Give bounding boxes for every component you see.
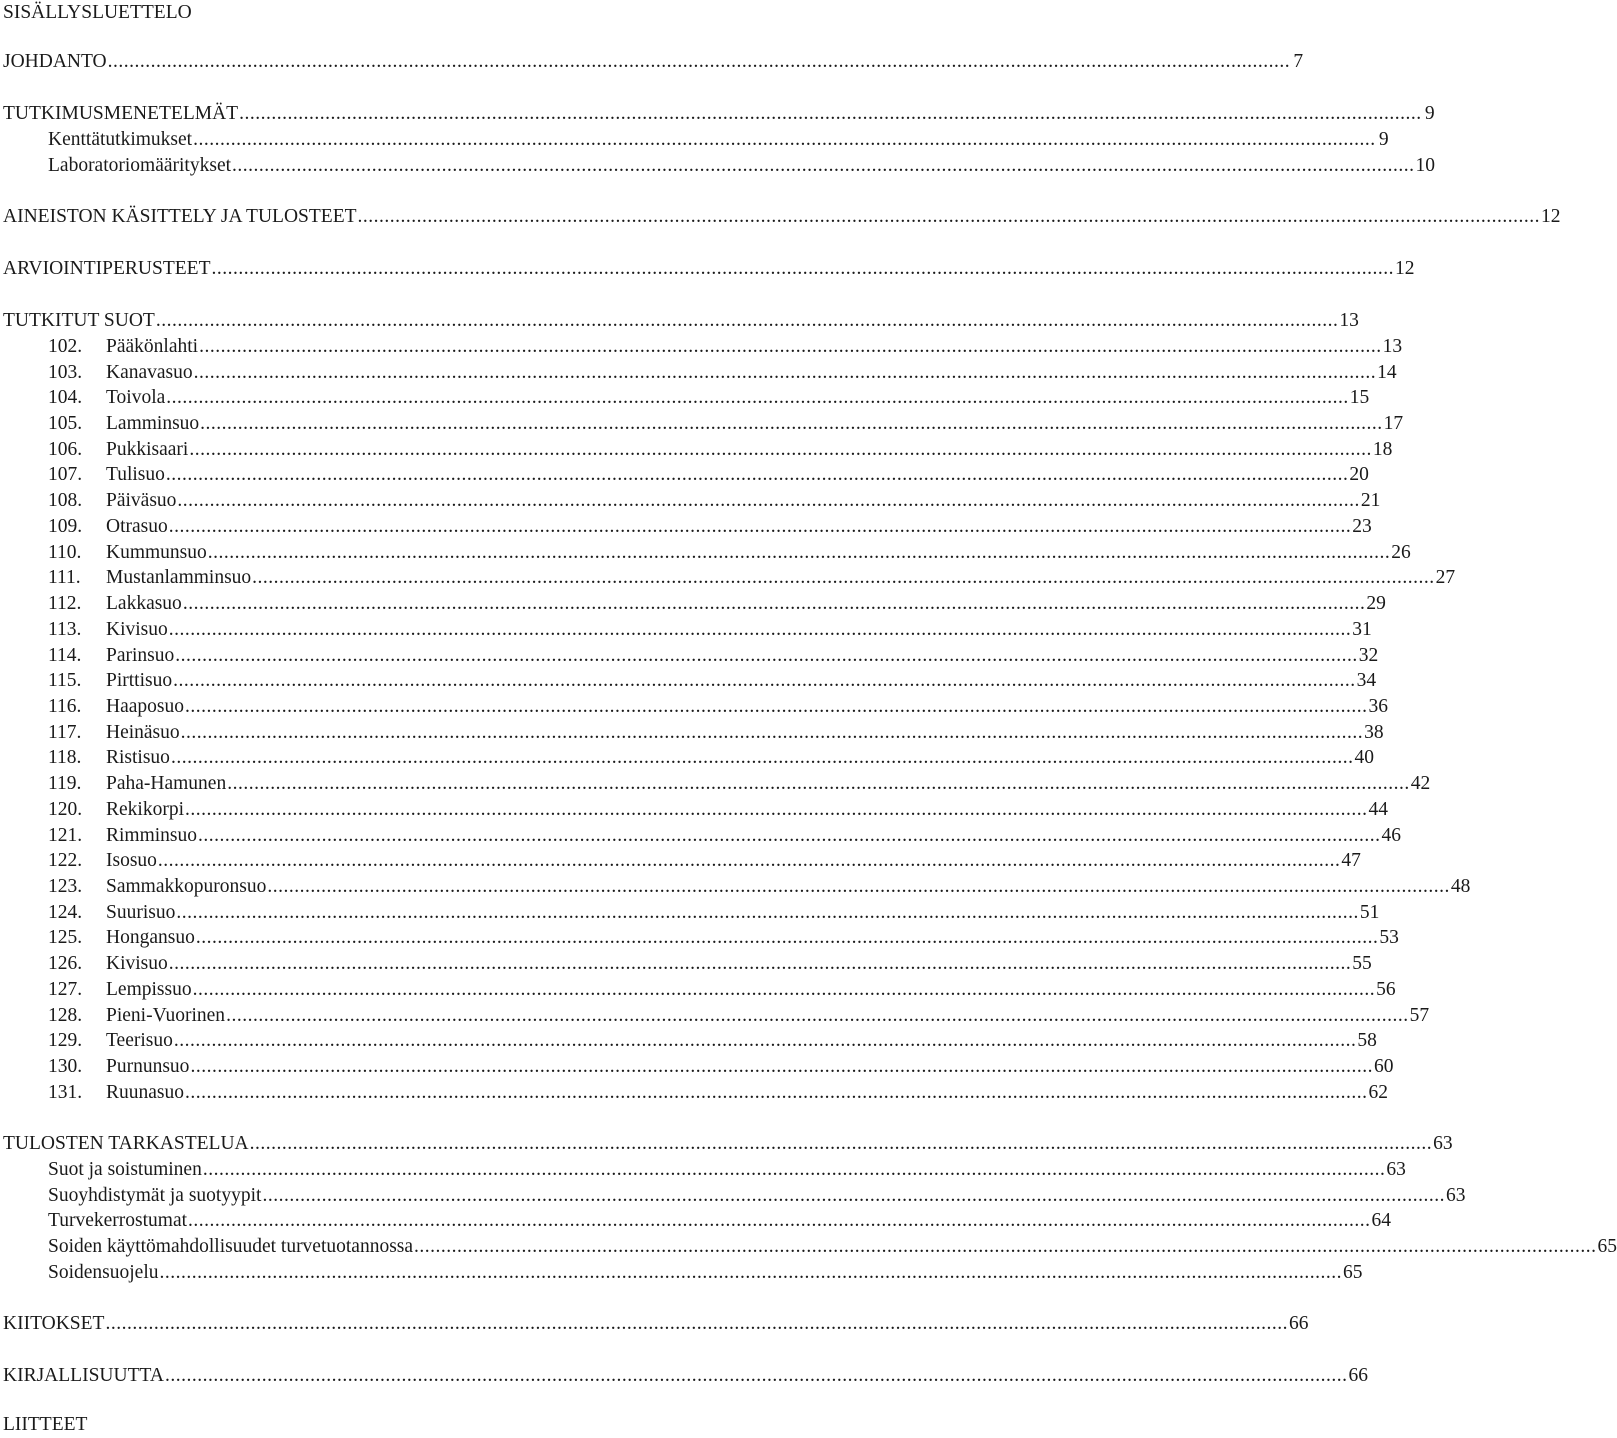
toc-dot-leader: ............................................................................................................................................................................................................................ [207,542,1391,563]
toc-entry-label: Teerisuo [106,1030,173,1051]
toc-entry-label: Kanavasuo [106,362,193,383]
toc-entry[interactable] [0,385,1370,411]
toc-dot-leader: ............................................................................................................................................................................................................................ [185,1082,1368,1103]
toc-entry[interactable] [0,1054,1394,1080]
toc-dot-leader: ............................................................................................................................................................................................................................ [239,103,1422,124]
toc-title: SISÄLLYSLUETTELO [3,2,192,23]
toc-dot-leader: ............................................................................................................................................................................................................................ [168,516,1352,537]
toc-entry-number: 119. [48,773,82,794]
toc-entry-number: 113. [48,619,82,640]
toc-entry-label: Ruunasuo [106,1082,184,1103]
toc-entry-label: JOHDANTO [3,51,107,72]
toc-entry-label: Suot ja soistuminen [48,1159,202,1180]
toc-dot-leader: ............................................................................................................................................................................................................................ [107,51,1291,72]
toc-entry-number: 112. [48,593,82,614]
toc-entry[interactable] [0,951,1372,977]
toc-entry[interactable] [0,1131,1453,1157]
toc-entry[interactable] [0,101,1435,127]
toc-entry-page: 60 [1373,1056,1394,1077]
toc-dot-leader: ............................................................................................................................................................................................................................ [173,670,1356,691]
toc-entry-number: 127. [48,979,83,1000]
toc-entry-label: Kenttätutkimukset [48,129,193,150]
toc-entry-label: Kivisuo [106,619,168,640]
toc-entry[interactable] [0,694,1388,720]
toc-entry-number: 123. [48,876,83,897]
toc-entry-label: Lempissuo [106,979,192,1000]
toc-entry-page: 20 [1349,464,1369,485]
toc-entry[interactable] [0,643,1379,669]
toc-entry-page: 58 [1357,1030,1377,1051]
toc-entry-label: Rimminsuo [106,825,198,846]
toc-entry[interactable] [0,1208,1392,1234]
toc-entry-label: Pääkönlahti [106,336,199,357]
toc-entry-number: 126. [48,953,83,974]
toc-entry-page: 12 [1395,258,1415,279]
toc-entry[interactable] [0,565,1456,591]
toc-entry-page: 36 [1368,696,1388,717]
toc-entry-number: 124. [48,902,83,923]
toc-entry-page: 42 [1410,773,1431,794]
toc-entry[interactable] [0,591,1386,617]
toc-dot-leader: ............................................................................................................................................................................................................................ [193,129,1376,150]
toc-dot-leader: ............................................................................................................................................................................................................................ [159,1262,1342,1283]
toc-entry-number: 121. [48,825,83,846]
toc-entry-label: Ristisuo [106,747,170,768]
toc-entry[interactable] [0,668,1377,694]
toc-entry[interactable] [0,411,1404,437]
toc-dot-leader: ............................................................................................................................................................................................................................ [166,387,1349,408]
toc-entry[interactable] [0,360,1397,386]
toc-dot-leader: ............................................................................................................................................................................................................................ [170,747,1354,768]
toc-dot-leader: ............................................................................................................................................................................................................................ [168,619,1352,640]
toc-entry-page: 40 [1354,747,1374,768]
toc-entry[interactable] [0,488,1381,514]
toc-entry-number: 118. [48,747,82,768]
toc-entry-page: 12 [1541,206,1561,227]
toc-dot-leader: ............................................................................................................................................................................................................................ [252,567,1435,588]
toc-entry[interactable] [0,1028,1377,1054]
toc-entry-label: Pukkisaari [106,439,189,460]
toc-entry-page: 63 [1386,1159,1406,1180]
toc-entry-number: 115. [48,670,82,691]
toc-entry[interactable] [0,1260,1363,1286]
toc-entry[interactable] [0,514,1372,540]
toc-entry-label: TUTKITUT SUOT [3,310,155,331]
toc-entry-number: 130. [48,1056,83,1077]
toc-dot-leader: ............................................................................................................................................................................................................................ [185,799,1368,820]
toc-entry[interactable] [0,745,1374,771]
toc-dot-leader: ............................................................................................................................................................................................................................ [200,413,1383,434]
toc-entry-number: 120. [48,799,83,820]
toc-entry-label: Laboratoriomääritykset [48,155,232,176]
toc-entry-number: 125. [48,927,83,948]
toc-entry[interactable] [0,153,1436,179]
toc-entry-number: 108. [48,490,83,511]
toc-entry-label: Rekikorpi [106,799,184,820]
toc-entry-label: Kummunsuo [106,542,207,563]
toc-entry-page: 27 [1435,567,1456,588]
toc-dot-leader: ............................................................................................................................................................................................................................ [195,927,1379,948]
toc-entry-label: Haaposuo [106,696,184,717]
toc-entry-number: 109. [48,516,83,537]
toc-entry-page: 31 [1352,619,1372,640]
toc-entry[interactable] [0,797,1388,823]
toc-dot-leader: ............................................................................................................................................................................................................................ [414,1236,1597,1257]
toc-dot-leader: ............................................................................................................................................................................................................................ [192,979,1376,1000]
toc-entry-label: TULOSTEN TARKASTELUA [3,1133,249,1154]
toc-entry-label: ARVIOINTIPERUSTEET [3,258,211,279]
toc-entry-page: 7 [1293,51,1304,72]
toc-entry-label: Turvekerrostumat [48,1210,188,1231]
toc-dot-leader: ............................................................................................................................................................................................................................ [262,1185,1445,1206]
toc-entry-number: 104. [48,387,83,408]
toc-entry[interactable] [0,1234,1617,1260]
toc-entry-label: Pieni-Vuorinen [106,1005,226,1026]
toc-dot-leader: ............................................................................................................................................................................................................................ [357,206,1541,227]
toc-entry[interactable] [0,308,1359,334]
toc-entry-label: KIITOKSET [3,1313,105,1334]
toc-entry[interactable] [0,1183,1466,1209]
toc-dot-leader: ............................................................................................................................................................................................................................ [267,876,1450,897]
toc-entry-page: 66 [1288,1313,1309,1334]
toc-entry-page: 46 [1381,825,1402,846]
toc-entry-number: 111. [48,567,81,588]
toc-entry[interactable] [0,1363,1368,1389]
toc-entry-label: Päiväsuo [106,490,177,511]
toc-entry-label: Mustanlamminsuo [106,567,252,588]
toc-entry-number: 129. [48,1030,83,1051]
toc-entry-page: 66 [1348,1365,1368,1386]
toc-entry-label: Parinsuo [106,645,175,666]
toc-entry[interactable] [0,771,1431,797]
toc-entry[interactable] [0,437,1393,463]
toc-entry-page: 14 [1377,362,1397,383]
toc-dot-leader: ............................................................................................................................................................................................................................ [211,258,1395,279]
toc-entry-label: Otrasuo [106,516,168,537]
toc-entry-number: 114. [48,645,82,666]
toc-entry[interactable] [0,1003,1430,1029]
toc-entry[interactable] [0,1157,1406,1183]
toc-entry-page: 65 [1343,1262,1363,1283]
toc-entry-page: 57 [1409,1005,1430,1026]
toc-entry-label: Kivisuo [106,953,168,974]
toc-dot-leader: ............................................................................................................................................................................................................................ [173,1030,1357,1051]
toc-entry[interactable] [0,848,1361,874]
toc-entry-number: 105. [48,413,83,434]
toc-entry-page: 65 [1597,1236,1617,1257]
toc-dot-leader: ............................................................................................................................................................................................................................ [176,902,1359,923]
toc-dot-leader: ............................................................................................................................................................................................................................ [182,593,1366,614]
toc-entry-label: Tulisuo [106,464,165,485]
toc-entry[interactable] [0,204,1561,230]
toc-entry-page: 55 [1352,953,1372,974]
toc-entry[interactable] [0,334,1403,360]
toc-entry-label: Lamminsuo [106,413,200,434]
toc-entry-label: Sammakkopuronsuo [106,876,267,897]
toc-entry-page: 51 [1359,902,1380,923]
toc-entry-label: Paha-Hamunen [106,773,227,794]
toc-entry[interactable] [0,925,1399,951]
toc-entry-page: 63 [1445,1185,1466,1206]
toc-dot-leader: ............................................................................................................................................................................................................................ [249,1133,1433,1154]
toc-entry[interactable] [0,1080,1388,1106]
toc-entry-page: 34 [1356,670,1377,691]
toc-entry-page: 48 [1450,876,1471,897]
toc-entry-label: Heinäsuo [106,722,180,743]
toc-entry-page: 29 [1366,593,1386,614]
toc-entry[interactable] [0,49,1304,75]
toc-entry-page: 15 [1349,387,1370,408]
toc-entry[interactable] [0,1311,1309,1337]
toc-entry-page: 26 [1391,542,1411,563]
toc-dot-leader: ............................................................................................................................................................................................................................ [157,850,1341,871]
toc-dot-leader: ............................................................................................................................................................................................................................ [188,1210,1371,1231]
toc-dot-leader: ............................................................................................................................................................................................................................ [189,439,1372,460]
toc-entry[interactable] [0,256,1415,282]
toc-entry-label: Lakkasuo [106,593,182,614]
toc-entry-number: 128. [48,1005,83,1026]
toc-entry-page: 56 [1376,979,1396,1000]
toc-dot-leader: ............................................................................................................................................................................................................................ [155,310,1339,331]
toc-dot-leader: ............................................................................................................................................................................................................................ [226,1005,1409,1026]
toc-entry[interactable] [0,462,1369,488]
toc-entry-page: 44 [1368,799,1388,820]
toc-entry[interactable] [0,540,1411,566]
toc-entry-number: 131. [48,1082,83,1103]
toc-entry-number: 110. [48,542,82,563]
toc-entry-page: 18 [1372,439,1393,460]
toc-entry-page: 21 [1360,490,1381,511]
toc-dot-leader: ............................................................................................................................................................................................................................ [164,1365,1348,1386]
toc-entry-page: 9 [1378,129,1389,150]
toc-entry-label: Purnunsuo [106,1056,190,1077]
toc-entry-number: 103. [48,362,83,383]
toc-entry-page: 53 [1379,927,1399,948]
toc-entry-page: 62 [1368,1082,1388,1103]
toc-entry-page: 13 [1339,310,1359,331]
toc-entry-number: 116. [48,696,82,717]
toc-dot-leader: ............................................................................................................................................................................................................................ [190,1056,1373,1077]
toc-entry-number: 117. [48,722,82,743]
toc-entry-label: Pirttisuo [106,670,173,691]
toc-entry-label: Hongansuo [106,927,195,948]
toc-entry[interactable] [0,720,1384,746]
toc-entry-page: 38 [1364,722,1384,743]
toc-entry-label: Soiden käyttömahdollisuudet turvetuotannossa [48,1236,414,1257]
toc-dot-leader: ............................................................................................................................................................................................................................ [184,696,1368,717]
toc-entry-label: AINEISTON KÄSITTELY JA TULOSTEET [3,206,357,227]
toc-entry-label: Toivola [106,387,166,408]
toc-entry-label: TUTKIMUSMENETELMÄT [3,103,239,124]
toc-entry-page: 23 [1352,516,1372,537]
toc-dot-leader: ............................................................................................................................................................................................................................ [168,953,1352,974]
toc-entry[interactable] [0,900,1380,926]
toc-appendix-heading: LIITTEET [3,1414,88,1435]
toc-entry-page: 13 [1382,336,1403,357]
toc-dot-leader: ............................................................................................................................................................................................................................ [177,490,1360,511]
toc-dot-leader: ............................................................................................................................................................................................................................ [193,362,1377,383]
toc-entry-label: Isosuo [106,850,157,871]
toc-entry-page: 32 [1358,645,1379,666]
toc-entry-page: 9 [1424,103,1435,124]
toc-entry-page: 63 [1433,1133,1453,1154]
toc-entry-label: Suurisuo [106,902,176,923]
toc-dot-leader: ............................................................................................................................................................................................................................ [180,722,1364,743]
toc-entry[interactable] [0,127,1389,153]
toc-dot-leader: ............................................................................................................................................................................................................................ [105,1313,1288,1334]
toc-entry-number: 102. [48,336,83,357]
toc-entry-number: 106. [48,439,83,460]
toc-entry[interactable] [0,617,1372,643]
toc-entry-number: 107. [48,464,83,485]
toc-entry[interactable] [0,874,1471,900]
toc-entry-label: Soidensuojelu [48,1262,159,1283]
toc-entry-label: Suoyhdistymät ja suotyypit [48,1185,262,1206]
toc-dot-leader: ............................................................................................................................................................................................................................ [198,825,1381,846]
toc-dot-leader: ............................................................................................................................................................................................................................ [199,336,1382,357]
toc-dot-leader: ............................................................................................................................................................................................................................ [232,155,1415,176]
toc-dot-leader: ............................................................................................................................................................................................................................ [227,773,1410,794]
toc-entry[interactable] [0,977,1396,1003]
toc-entry-page: 10 [1415,155,1436,176]
toc-dot-leader: ............................................................................................................................................................................................................................ [175,645,1358,666]
toc-entry-page: 47 [1341,850,1361,871]
toc-entry[interactable] [0,823,1402,849]
toc-entry-number: 122. [48,850,83,871]
toc-entry-page: 64 [1371,1210,1392,1231]
toc-entry-page: 17 [1383,413,1404,434]
toc-entry-label: KIRJALLISUUTTA [3,1365,164,1386]
toc-dot-leader: ............................................................................................................................................................................................................................ [202,1159,1386,1180]
toc-dot-leader: ............................................................................................................................................................................................................................ [165,464,1349,485]
